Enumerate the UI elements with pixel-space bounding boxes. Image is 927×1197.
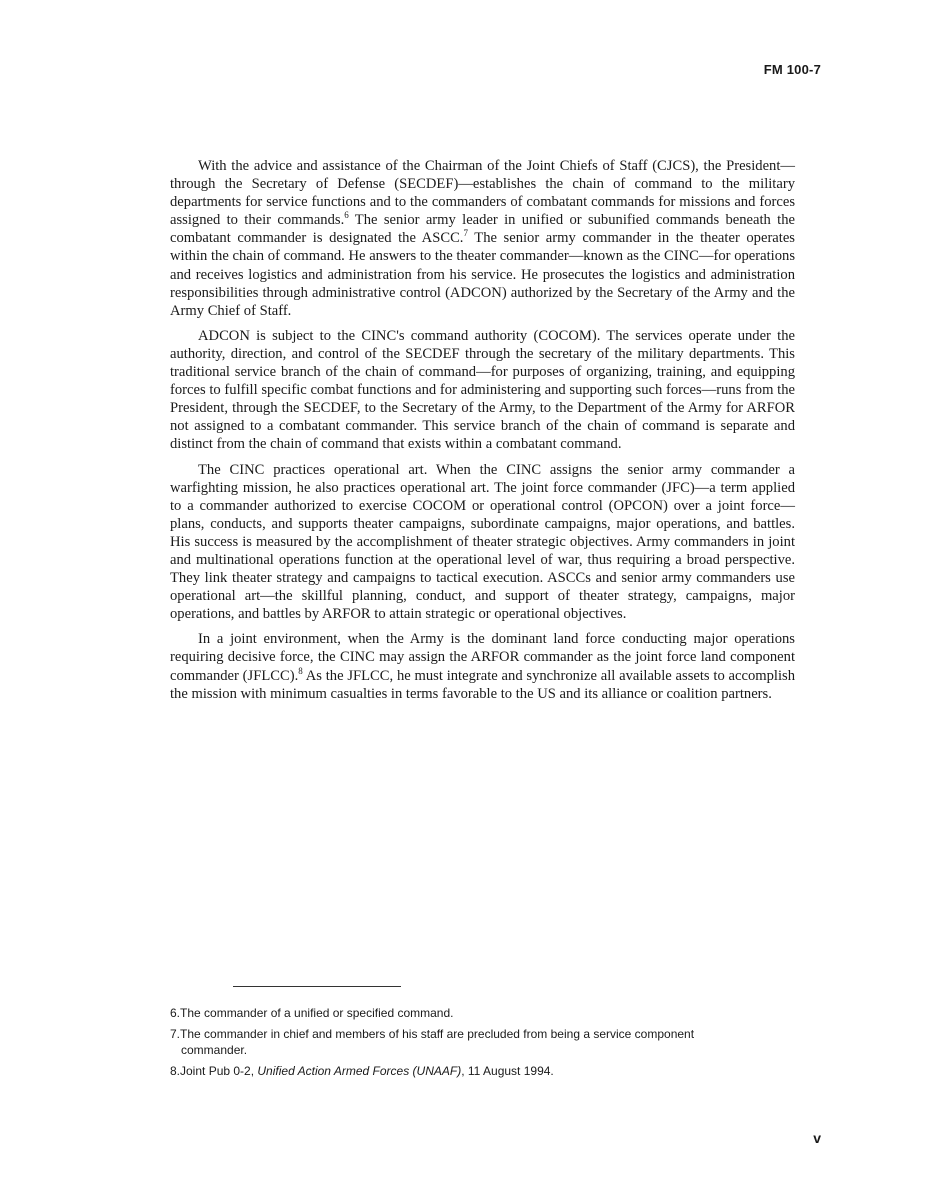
paragraph-operational-art: The CINC practices operational art. When the CINC assigns the senior army commander a warfighting mission, he also practices operational art. The joint force commander (JFC)—a term applied to a commander authorized to exercise COCOM or operational control (OPCON) over a joint force—plans, conducts, and supports theater campaigns, subordinate campaigns, major operations, and battles. His success is measured by the accomplishment of theater strategic objectives. Army commanders in joint and multinational operations function at the operational level of war, thus requiring a broad perspective. They link theater strategy and campaigns to tactical execution. ASCCs and senior army commanders use operational art—the skillful planning, conduct, and support of theater strategy, campaigns, major operations, and battles by ARFOR to attain strategic or operational objectives. (170, 461, 795, 623)
paragraph-text: As the JFLCC, he must integrate and synchronize all available assets to accomplish the mission with minimum casualties in terms favorable to the US and its alliance or coalition partners. (170, 667, 795, 702)
footnote-separator (233, 986, 401, 987)
footnote-ref-6: 6 (344, 210, 349, 221)
footnote-7-line: 7.The commander in chief and members of his staff are precluded from being a service component (170, 1027, 695, 1041)
document-id-header: FM 100-7 (763, 62, 821, 77)
footnote-8-title: Unified Action Armed Forces (UNAAF) (257, 1064, 462, 1078)
footnote-8-prefix: 8.Joint Pub 0-2, (170, 1064, 258, 1078)
paragraph-text: The senior army commander in the theater operates within the chain of command. He answers to the theater commander—known as the CINC—for operations and receives logistics and administration from his service. He prosecutes the logistics and administration responsibilities through administrative control (ADCON) authorized by the Secretary of the Army and the Army Chief of Staff. (170, 230, 795, 319)
footnotes (170, 1005, 790, 1084)
paragraph-adcon: ADCON is subject to the CINC's command authority (COCOM). The services operate under the authority, direction, and control of the SECDEF through the secretary of the military departments. This traditional service branch of the chain of command—for purposes of organizing, training, and equipping forces to fulfill specific combat functions and for administering and supporting such forces—runs from the President, through the SECDEF, to the Secretary of the Army, to the Department of the Army for ARFOR not assigned to a combatant commander. This service branch of the chain of command is separate and distinct from the chain of command that exists within a combatant command. (170, 327, 795, 453)
footnote-6: 6.The commander of a unified or specified command. (170, 1006, 454, 1020)
body-text (170, 157, 795, 710)
paragraph-joint-environment (170, 630, 795, 702)
footnote-7-continuation: commander. (181, 1043, 248, 1057)
footnote-ref-7: 7 (463, 228, 468, 239)
page-number: v (813, 1130, 821, 1146)
footnote-7 (170, 1026, 790, 1058)
paragraph-text: With the advice and assistance of the Chairman of the Joint Chiefs of Staff (CJCS), the President—through the Secretary of Defense (SECDEF)—establishes the chain of command to the military departments for service functions and to the commanders of combatant commands for missions and forces assigned to their commands. (170, 158, 795, 229)
footnote-ref-8: 8 (298, 665, 303, 676)
paragraph-text: The senior army leader in unified or subunified commands beneath the combatant commander is designated the ASCC. (170, 212, 795, 247)
footnote-8-suffix: , 11 August 1994. (461, 1064, 554, 1078)
footnote-8 (170, 1063, 790, 1079)
paragraph-text: In a joint environment, when the Army is the dominant land force conducting major operations requiring decisive force, the CINC may assign the ARFOR commander as the joint force land component commander (JFLCC). (170, 631, 795, 684)
paragraph-chain-of-command (170, 157, 795, 320)
